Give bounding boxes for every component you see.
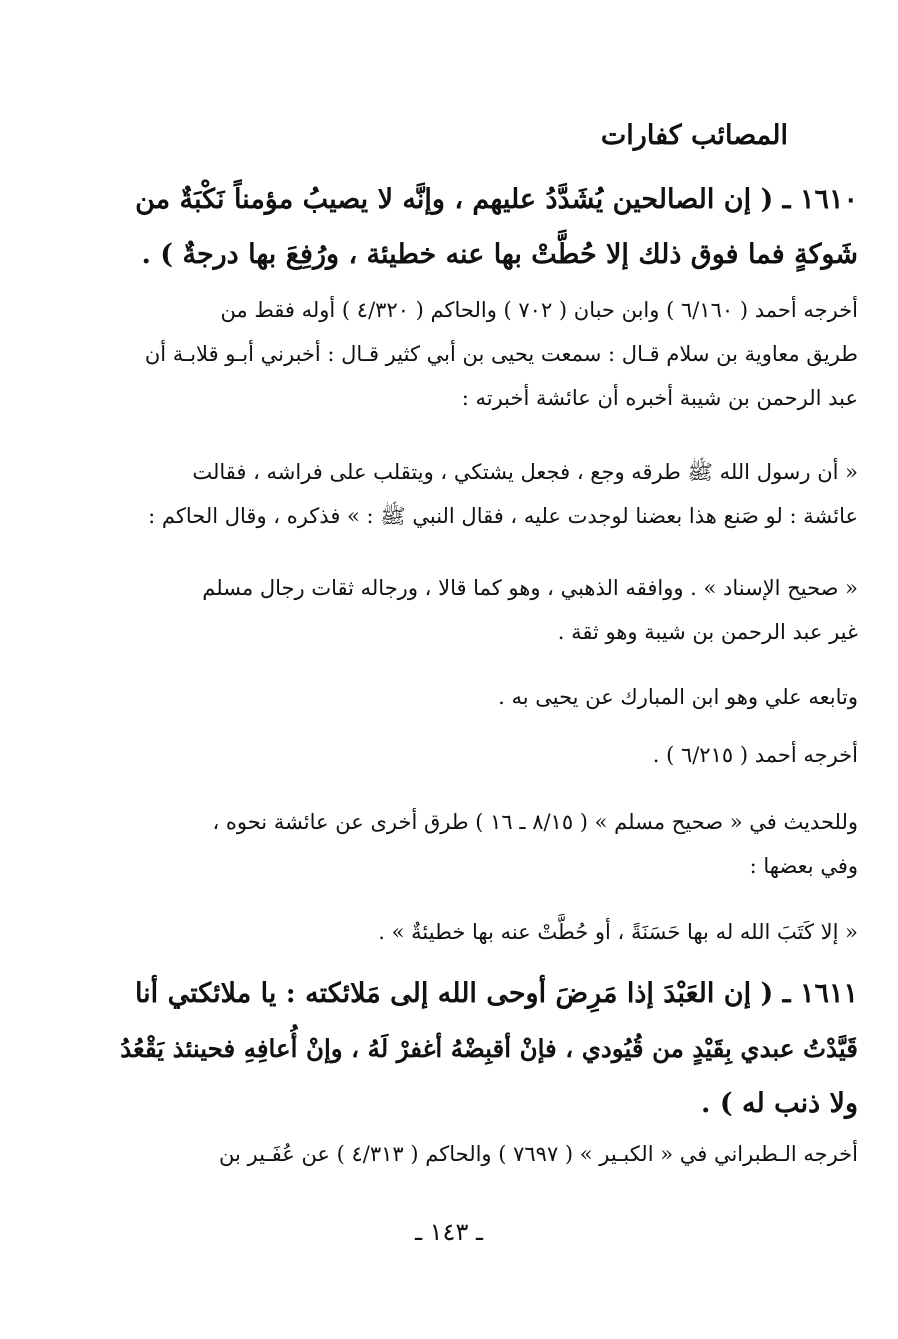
text-line: غير عبد الرحمن بن شيبة وهو ثقة . [557,620,858,644]
page-number: ـ ١٤٣ ـ [414,1218,483,1246]
hadith-1611 [106,966,858,1131]
section-heading: المصائب كفارات [600,120,788,151]
text-line: عائشة : لو صَنع هذا بعضنا لوجدت عليه ، فقال النبي ﷺ : » فذكره ، وقال الحاكم : [148,504,858,528]
text-line: « أن رسول الله ﷺ طرقه وجع ، فجعل يشتكي ، ويتقلب على فراشه ، فقالت [192,460,858,484]
text-line: وتابعه علي وهو ابن المبارك عن يحيى به . [498,685,858,709]
text-line: أخرجه الـطبراني في « الكبـير » ( ٧٦٩٧ ) والحاكم ( ٤/٣١٣ ) عن عُفَـير بن [219,1142,858,1166]
commentary-paragraph [106,288,858,420]
hadith-line: قَيَّدْتُ عبدي بِقَيْدٍ من قُيُودي ، فإنْ أقبِضْهُ أغفرْ لَهُ ، وإنْ أُعافِهِ فحينئذ يَقْعُدُ [120,1034,858,1063]
text-line: أخرجه أحمد ( ٦/٢١٥ ) . [652,743,858,767]
text-line: « إلا كَتَبَ الله له بها حَسَنَةً ، أو حُطَّتْ عنه بها خطيئةٌ » . [378,920,858,944]
text-line: وفي بعضها : [749,854,858,878]
text-line: « صحيح الإسناد » . ووافقه الذهبي ، وهو كما قالا ، ورجاله ثقات رجال مسلم [202,576,858,600]
commentary-paragraph [106,675,858,719]
quoted-narration [106,910,858,954]
commentary-paragraph [106,800,858,888]
quoted-narration [106,450,858,538]
text-line: طريق معاوية بن سلام قـال : سمعت يحيى بن أبي كثير قـال : أخبرني أبـو قلابـة أن [144,342,858,366]
hadith-line: ١٦١١ ـ ( إن العَبْدَ إذا مَرِضَ أوحى الله إلى مَلائكته : يا ملائكتي أنا [134,978,858,1009]
text-line: أخرجه أحمد ( ٦/١٦٠ ) وابن حبان ( ٧٠٢ ) والحاكم ( ٤/٣٢٠ ) أوله فقط من [220,298,858,322]
hadith-line: شَوكةٍ فما فوق ذلك إلا حُطَّتْ بها عنه خطيئة ، ورُفِعَ بها درجةٌ ) . [141,239,858,270]
commentary-paragraph [106,733,858,777]
hadith-line: ولا ذنب له ) . [701,1088,858,1119]
commentary-paragraph [106,1132,858,1176]
hadith-1610 [106,172,858,282]
text-line: وللحديث في « صحيح مسلم » ( ٨/١٥ ـ ١٦ ) طرق أخرى عن عائشة نحوه ، [212,810,858,834]
commentary-paragraph [106,566,858,654]
text-line: عبد الرحمن بن شيبة أخبره أن عائشة أخبرته : [461,386,858,410]
hadith-line: ١٦١٠ ـ ( إن الصالحين يُشَدَّدُ عليهم ، وإنَّه لا يصيبُ مؤمناً نَكْبَةٌ من [135,184,858,215]
